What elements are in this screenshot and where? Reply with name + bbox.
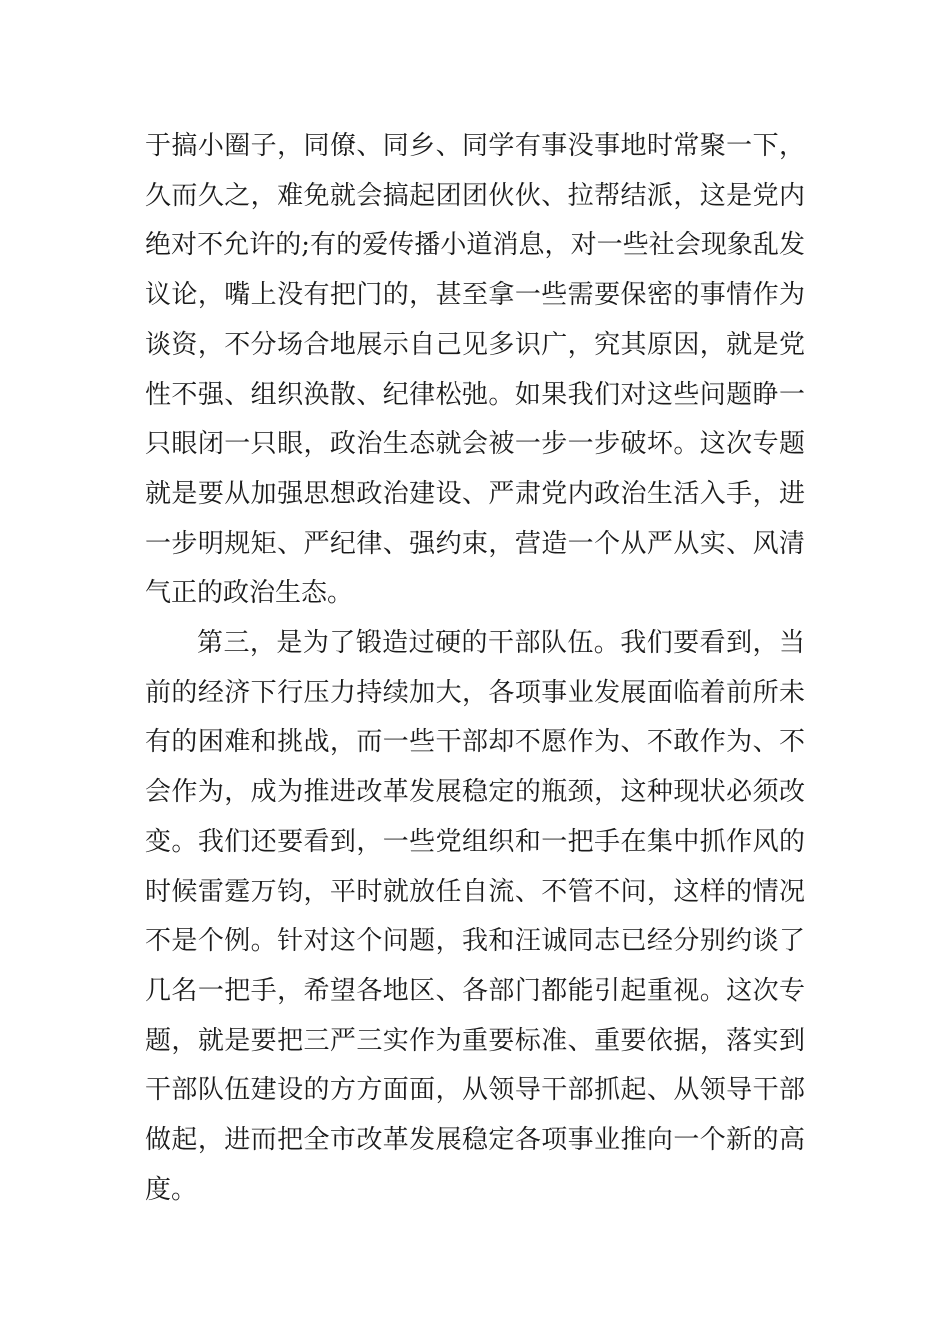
paragraph-line: 会作为，成为推进改革发展稳定的瓶颈，这种现状必须改 bbox=[145, 777, 805, 808]
paragraph-line: 气正的政治生态。 bbox=[145, 578, 354, 609]
paragraph-line: 题，就是要把三严三实作为重要标准、重要依据，落实到 bbox=[145, 1025, 805, 1056]
paragraph-line: 只眼闭一只眼，政治生态就会被一步一步破坏。这次专题 bbox=[145, 429, 805, 460]
paragraph-line: 于搞小圈子，同僚、同乡、同学有事没事地时常聚一下， bbox=[145, 131, 805, 161]
paragraph-1 bbox=[145, 122, 805, 619]
paragraph-line: 第三，是为了锻造过硬的干部队伍。我们要看到，当 bbox=[197, 628, 805, 659]
paragraph-line: 绝对不允许的;有的爱传播小道消息，对一些社会现象乱发 bbox=[145, 230, 805, 261]
paragraph-line: 前的经济下行压力持续加大，各项事业发展面临着前所未 bbox=[145, 677, 805, 708]
paragraph-line: 就是要从加强思想政治建设、严肃党内政治生活入手，进 bbox=[145, 478, 805, 509]
paragraph-2 bbox=[145, 619, 805, 1215]
paragraph-line: 久而久之，难免就会搞起团团伙伙、拉帮结派，这是党内 bbox=[145, 180, 805, 211]
paragraph-line: 谈资，不分场合地展示自己见多识广，究其原因，就是党 bbox=[145, 329, 805, 360]
paragraph-line: 有的困难和挑战，而一些干部却不愿作为、不敢作为、不 bbox=[145, 727, 805, 758]
paragraph-line: 度。 bbox=[145, 1174, 198, 1205]
paragraph-line: 议论，嘴上没有把门的，甚至拿一些需要保密的事情作为 bbox=[145, 280, 805, 311]
paragraph-line: 干部队伍建设的方方面面，从领导干部抓起、从领导干部 bbox=[145, 1075, 805, 1106]
paragraph-line: 一步明规矩、严纪律、强约束，营造一个从严从实、风清 bbox=[145, 528, 805, 559]
paragraph-line: 性不强、组织涣散、纪律松弛。如果我们对这些问题睁一 bbox=[145, 379, 805, 410]
document-body bbox=[145, 122, 805, 1215]
paragraph-line: 时候雷霆万钧，平时就放任自流、不管不问，这样的情况 bbox=[145, 876, 805, 907]
paragraph-line: 做起，进而把全市改革发展稳定各项事业推向一个新的高 bbox=[145, 1125, 805, 1156]
paragraph-line: 几名一把手，希望各地区、各部门都能引起重视。这次专 bbox=[145, 975, 805, 1006]
paragraph-line: 不是个例。针对这个问题，我和汪诚同志已经分别约谈了 bbox=[145, 926, 805, 957]
paragraph-line: 变。我们还要看到，一些党组织和一把手在集中抓作风的 bbox=[145, 826, 805, 857]
